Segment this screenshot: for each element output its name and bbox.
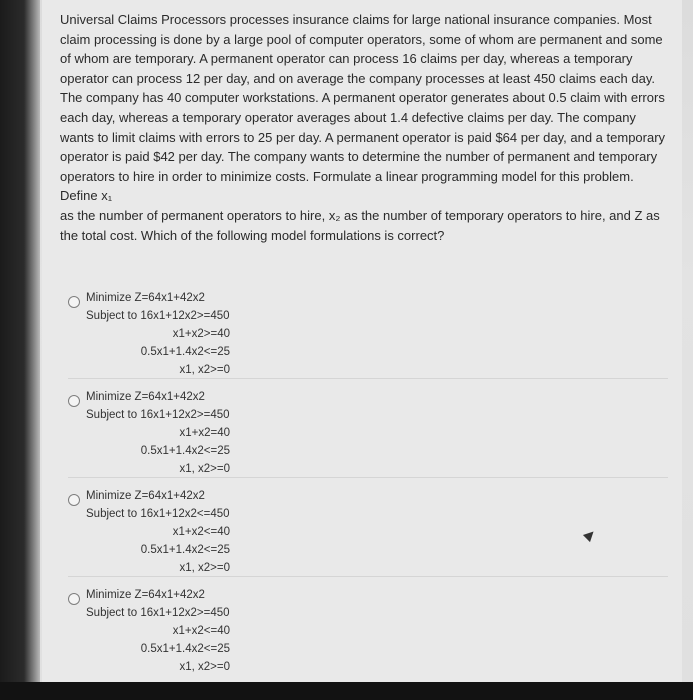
option-constraint-2: x1+x2<=40	[172, 625, 230, 637]
option-constraint-1: Subject to 16x1+12x2>=450	[86, 310, 230, 322]
radio-button[interactable]	[68, 395, 80, 407]
option-constraint-1: Subject to 16x1+12x2<=450	[86, 508, 230, 520]
option-constraint-1: Subject to 16x1+12x2>=450	[86, 409, 230, 421]
radio-button[interactable]	[68, 296, 80, 308]
answer-option-4[interactable]	[68, 576, 668, 675]
option-constraint-4: x1, x2>=0	[179, 661, 230, 673]
monitor-bezel-left	[0, 0, 40, 700]
option-constraint-3: 0.5x1+1.4x2<=25	[140, 544, 230, 556]
answer-options	[68, 280, 668, 675]
option-objective: Minimize Z=64x1+42x2	[86, 292, 205, 304]
radio-button[interactable]	[68, 494, 80, 506]
option-constraint-4: x1, x2>=0	[179, 364, 230, 376]
option-constraint-4: x1, x2>=0	[179, 463, 230, 475]
option-constraint-1: Subject to 16x1+12x2>=450	[86, 607, 230, 619]
question-text	[60, 10, 672, 245]
option-objective: Minimize Z=64x1+42x2	[86, 391, 205, 403]
option-constraint-2: x1+x2>=40	[172, 328, 230, 340]
option-objective: Minimize Z=64x1+42x2	[86, 490, 205, 502]
option-constraint-2: x1+x2<=40	[172, 526, 230, 538]
option-constraint-2: x1+x2=40	[179, 427, 230, 439]
answer-option-3[interactable]	[68, 477, 668, 576]
option-constraint-3: 0.5x1+1.4x2<=25	[140, 346, 230, 358]
answer-option-1[interactable]	[68, 280, 668, 378]
question-card	[42, 0, 682, 682]
option-constraint-3: 0.5x1+1.4x2<=25	[140, 445, 230, 457]
answer-option-2[interactable]	[68, 378, 668, 477]
question-paragraph-2: as the number of permanent operators to hire, x₂ as the number of temporary operators to hire, and Z as the total cost. Which of the following model formulations is correct?	[60, 207, 660, 243]
option-constraint-3: 0.5x1+1.4x2<=25	[140, 643, 230, 655]
monitor-bezel-bottom	[0, 682, 693, 700]
option-constraint-4: x1, x2>=0	[179, 562, 230, 574]
option-objective: Minimize Z=64x1+42x2	[86, 589, 205, 601]
question-paragraph: Universal Claims Processors processes insurance claims for large national insurance companies. Most claim processing is done by a large pool of computer operators, some of whom are permanent and some of whom are temporary. A permanent operator can process 16 claims per day, whereas a temporary operator can process 12 per day, and on average the company processes at least 450 claims each day. The company has 40 computer workstations. A permanent operator generates about 0.5 claim with errors each day, whereas a temporary operator averages about 1.4 defective claims per day. The company wants to limit claims with errors to 25 per day. A permanent operator is paid $64 per day, and a temporary operator is paid $42 per day. The company wants to determine the number of permanent and temporary operators to hire in order to minimize costs. Formulate a linear programming model for this problem. Define x₁	[60, 12, 666, 204]
radio-button[interactable]	[68, 593, 80, 605]
